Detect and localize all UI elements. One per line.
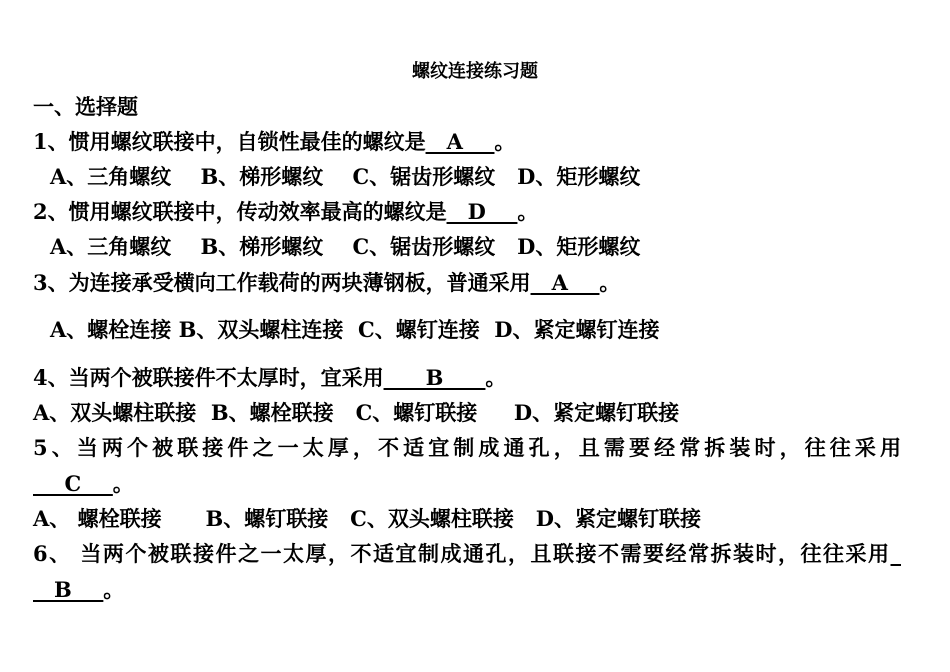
question-1-answer: __A___	[425, 129, 495, 154]
question-1-stem: 1、惯用螺纹联接中，自锁性最佳的螺纹是	[33, 129, 426, 154]
question-4-answer: ____B____	[383, 365, 486, 390]
question-5-stem: 5、当两个被联接件之一太厚，不适宜制成通孔，且需要经常拆装时，往往采用	[33, 435, 901, 460]
question-4-end: 。	[485, 365, 507, 390]
question-3	[33, 269, 620, 297]
question-5-line2	[33, 470, 134, 498]
question-3-answer: __A___	[530, 270, 600, 295]
question-4	[33, 364, 506, 392]
page-title: 螺纹连接练习题	[412, 61, 538, 82]
question-2	[33, 198, 538, 226]
question-2-end: 。	[517, 199, 539, 224]
question-5-answer: ___C___	[33, 471, 113, 496]
section-heading: 一、选择题	[33, 94, 138, 119]
question-6-stem: 6、 当两个被联接件之一太厚，不适宜制成通孔，且联接不需要经常拆装时，往往采用_	[33, 541, 901, 566]
question-4-options: A、双头螺柱联接 B、螺栓联接 C、螺钉联接 D、紧定螺钉联接	[33, 400, 680, 425]
question-3-options: A、螺栓连接 B、双头螺柱连接 C、螺钉连接 D、紧定螺钉连接	[50, 317, 660, 342]
question-3-stem: 3、为连接承受横向工作载荷的两块薄钢板，普通采用	[33, 270, 531, 295]
question-2-stem: 2、惯用螺纹联接中，传动效率最高的螺纹是	[33, 199, 447, 224]
question-1-end: 。	[494, 129, 516, 154]
question-1-options: A、三角螺纹 B、梯形螺纹 C、锯齿形螺纹 D、矩形螺纹	[50, 164, 641, 189]
question-2-options: A、三角螺纹 B、梯形螺纹 C、锯齿形螺纹 D、矩形螺纹	[50, 234, 641, 259]
question-3-end: 。	[599, 270, 621, 295]
question-1	[33, 128, 515, 156]
question-2-answer: __D___	[446, 199, 518, 224]
question-6-end: 。	[103, 577, 125, 602]
question-5-options: A、 螺栓联接 B、螺钉联接 C、双头螺柱联接 D、紧定螺钉联接	[33, 506, 702, 531]
question-5-end: 。	[112, 471, 134, 496]
question-6-answer: __B___	[33, 577, 104, 602]
question-6-line2	[33, 576, 124, 604]
question-4-stem: 4、当两个被联接件不太厚时，宜采用	[33, 365, 384, 390]
